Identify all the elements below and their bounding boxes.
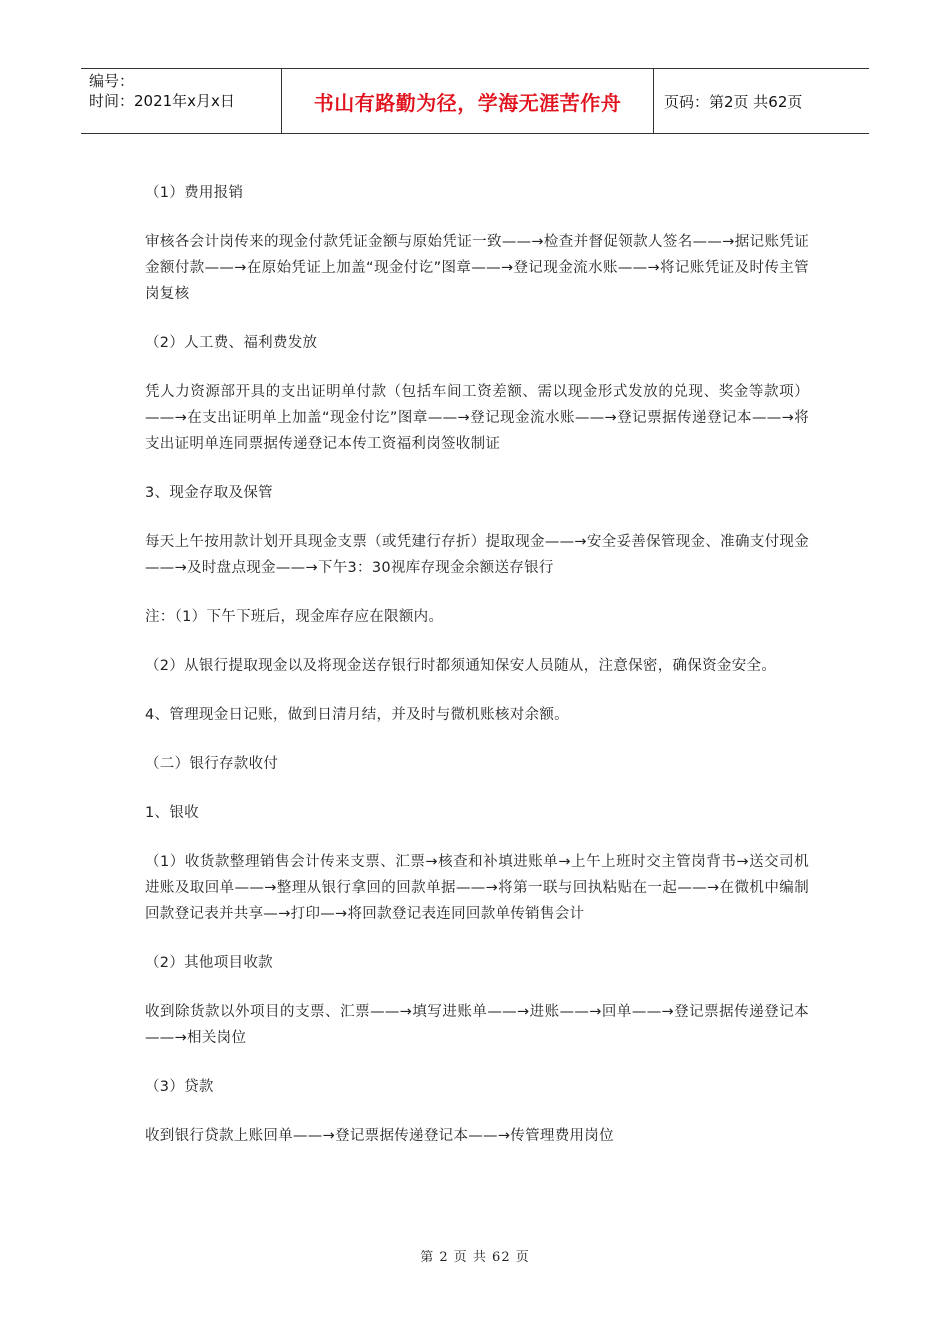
paragraph-cash-journal: 4、管理现金日记账，做到日清月结，并及时与微机账核对余额。: [145, 707, 569, 723]
page-footer: 第 2 页 共 62 页: [420, 1250, 530, 1265]
page-header: [81, 68, 869, 134]
section-heading-bank-deposit: （二）银行存款收付: [145, 756, 279, 772]
paragraph-labor-welfare: 凭人力资源部开具的支出证明单付款（包括车间工资差额、需以现金形式发放的兑现、奖金等款项）——→在支出证明单上加盖“现金付讫”图章——→登记现金流水账——→登记票据传递登记本——→将支出证明单连同票据传递登记本传工资福利岗签收制证: [145, 384, 809, 452]
paragraph-loans: 收到银行贷款上账回单——→登记票据传递登记本——→传管理费用岗位: [145, 1128, 614, 1144]
document-time-label: 时间：2021年x月x日: [89, 92, 235, 110]
note-1: 注：（1）下午下班后，现金库存应在限额内。: [145, 609, 444, 625]
header-motto: 书山有路勤为径，学海无涯苦作舟: [313, 90, 622, 115]
section-heading-expense-reimbursement: （1）费用报销: [145, 185, 244, 201]
document-body: [145, 180, 809, 1172]
header-page-info: 页码：第2页 共62页: [664, 92, 803, 111]
header-motto-cell: [281, 69, 654, 133]
section-heading-labor-welfare: （2）人工费、福利费发放: [145, 335, 318, 351]
paragraph-cash-custody: 每天上午按用款计划开具现金支票（或凭建行存折）提取现金——→安全妥善保管现金、准确支付现金——→及时盘点现金——→下午3：30视库存现金余额送存银行: [145, 534, 809, 576]
paragraph-expense-reimbursement: 审核各会计岗传来的现金付款凭证金额与原始凭证一致——→检查并督促领款人签名——→据记账凭证金额付款——→在原始凭证上加盖“现金付讫”图章——→登记现金流水账——→将记账凭证及时传主管岗复核: [145, 234, 809, 302]
section-heading-loans: （3）贷款: [145, 1079, 214, 1095]
paragraph-goods-payment-receipt: （1）收货款整理销售会计传来支票、汇票→核查和补填进账单→上午上班时交主管岗背书→送交司机进账及取回单——→整理从银行拿回的回款单据——→将第一联与回执粘贴在一起——→在微机中编制回款登记表并共享—→打印—→将回款登记表连同回款单传销售会计: [145, 854, 809, 922]
header-meta: [81, 69, 281, 133]
note-2: （2）从银行提取现金以及将现金送存银行时都须通知保安人员随从，注意保密，确保资金安全。: [145, 658, 777, 674]
paragraph-other-receipts: 收到除货款以外项目的支票、汇票——→填写进账单——→进账——→回单——→登记票据传递登记本——→相关岗位: [145, 1004, 809, 1046]
section-heading-cash-custody: 3、现金存取及保管: [145, 485, 273, 501]
section-heading-other-receipts: （2）其他项目收款: [145, 955, 273, 971]
document-number-label: 编号：: [89, 72, 135, 90]
section-heading-bank-receipt: 1、银收: [145, 805, 199, 821]
